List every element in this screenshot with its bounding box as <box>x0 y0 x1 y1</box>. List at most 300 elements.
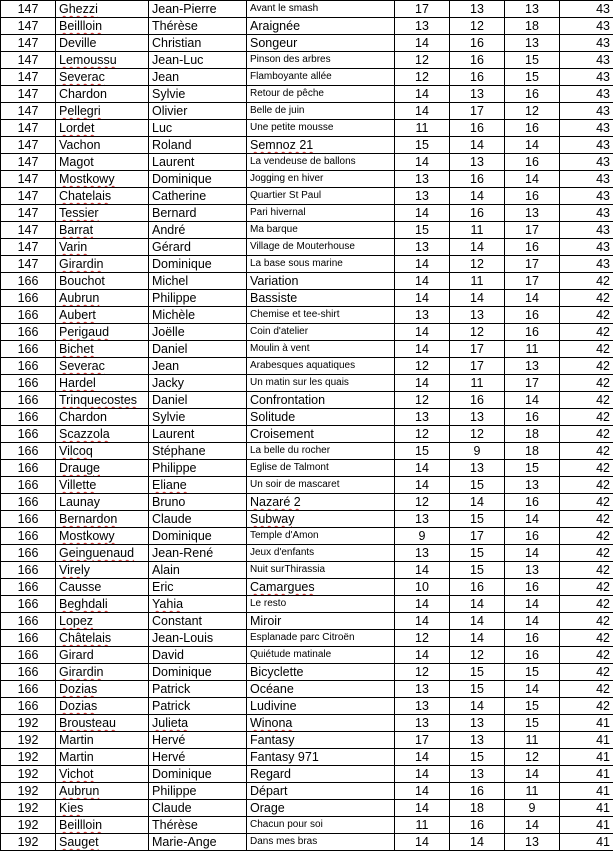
table-row <box>1 35 613 52</box>
first-name-cell: Claude <box>149 511 247 528</box>
first-name-cell: Eric <box>149 579 247 596</box>
score-1-cell: 14 <box>395 256 450 273</box>
total-cell: 42 <box>560 562 613 579</box>
photo-title-cell: Variation <box>247 273 395 290</box>
photo-title-cell: Coin d'atelier <box>247 324 395 341</box>
score-1-cell: 13 <box>395 545 450 562</box>
table-row <box>1 545 613 562</box>
first-name-cell: Jean-René <box>149 545 247 562</box>
last-name-cell: Mostkowy <box>56 171 149 188</box>
rank-cell: 166 <box>1 358 56 375</box>
first-name-cell: Catherine <box>149 188 247 205</box>
score-2-cell: 12 <box>450 18 505 35</box>
total-cell: 42 <box>560 494 613 511</box>
first-name-cell: Sylvie <box>149 409 247 426</box>
rank-cell: 166 <box>1 307 56 324</box>
score-1-cell: 14 <box>395 35 450 52</box>
last-name-cell: Magot <box>56 154 149 171</box>
score-2-cell: 11 <box>450 375 505 392</box>
score-1-cell: 15 <box>395 222 450 239</box>
score-3-cell: 13 <box>505 477 560 494</box>
rank-cell: 147 <box>1 154 56 171</box>
score-3-cell: 15 <box>505 52 560 69</box>
first-name-cell: Dominique <box>149 766 247 783</box>
total-cell: 42 <box>560 698 613 715</box>
score-1-cell: 14 <box>395 341 450 358</box>
score-1-cell: 14 <box>395 273 450 290</box>
score-1-cell: 14 <box>395 562 450 579</box>
score-2-cell: 13 <box>450 1 505 18</box>
first-name-cell: Thérèse <box>149 817 247 834</box>
photo-title-cell: La vendeuse de ballons <box>247 154 395 171</box>
score-1-cell: 13 <box>395 698 450 715</box>
score-1-cell: 12 <box>395 69 450 86</box>
first-name-cell: Dominique <box>149 256 247 273</box>
photo-title-cell: Chacun pour soi <box>247 817 395 834</box>
total-cell: 42 <box>560 358 613 375</box>
score-2-cell: 15 <box>450 562 505 579</box>
score-1-cell: 14 <box>395 460 450 477</box>
photo-title-cell: La base sous marine <box>247 256 395 273</box>
score-1-cell: 12 <box>395 630 450 647</box>
score-2-cell: 14 <box>450 239 505 256</box>
first-name-cell: Sylvie <box>149 86 247 103</box>
score-2-cell: 14 <box>450 613 505 630</box>
total-cell: 42 <box>560 647 613 664</box>
first-name-cell: Constant <box>149 613 247 630</box>
last-name-cell: Sauget <box>56 834 149 851</box>
rank-cell: 147 <box>1 103 56 120</box>
total-cell: 42 <box>560 477 613 494</box>
table-row <box>1 579 613 596</box>
last-name-cell: Chatelais <box>56 188 149 205</box>
score-1-cell: 14 <box>395 800 450 817</box>
last-name-cell: Drauge <box>56 460 149 477</box>
total-cell: 42 <box>560 426 613 443</box>
score-3-cell: 16 <box>505 239 560 256</box>
photo-title-cell: Confrontation <box>247 392 395 409</box>
total-cell: 43 <box>560 52 613 69</box>
total-cell: 42 <box>560 664 613 681</box>
photo-title-cell: Belle de juin <box>247 103 395 120</box>
total-cell: 42 <box>560 460 613 477</box>
total-cell: 42 <box>560 392 613 409</box>
photo-title-cell: Quartier St Paul <box>247 188 395 205</box>
table-row <box>1 698 613 715</box>
score-3-cell: 13 <box>505 562 560 579</box>
photo-title-cell: Océane <box>247 681 395 698</box>
last-name-cell: Beillloin <box>56 18 149 35</box>
first-name-cell: Jean <box>149 69 247 86</box>
first-name-cell: Bernard <box>149 205 247 222</box>
rank-cell: 166 <box>1 698 56 715</box>
photo-title-cell: Bassiste <box>247 290 395 307</box>
first-name-cell: Joëlle <box>149 324 247 341</box>
score-1-cell: 14 <box>395 613 450 630</box>
table-row <box>1 528 613 545</box>
table-row <box>1 290 613 307</box>
total-cell: 43 <box>560 222 613 239</box>
rank-cell: 166 <box>1 409 56 426</box>
score-1-cell: 13 <box>395 171 450 188</box>
score-2-cell: 14 <box>450 188 505 205</box>
photo-title-cell: Nazaré 2 <box>247 494 395 511</box>
score-1-cell: 13 <box>395 188 450 205</box>
total-cell: 43 <box>560 256 613 273</box>
first-name-cell: Dominique <box>149 171 247 188</box>
first-name-cell: Alain <box>149 562 247 579</box>
rank-cell: 166 <box>1 443 56 460</box>
last-name-cell: Martin <box>56 732 149 749</box>
last-name-cell: Vachon <box>56 137 149 154</box>
table-row <box>1 69 613 86</box>
rank-cell: 166 <box>1 392 56 409</box>
score-1-cell: 12 <box>395 426 450 443</box>
first-name-cell: Philippe <box>149 460 247 477</box>
score-3-cell: 16 <box>505 647 560 664</box>
score-3-cell: 14 <box>505 613 560 630</box>
score-3-cell: 16 <box>505 120 560 137</box>
total-cell: 43 <box>560 69 613 86</box>
table-row <box>1 647 613 664</box>
score-1-cell: 9 <box>395 528 450 545</box>
table-row <box>1 120 613 137</box>
score-2-cell: 14 <box>450 137 505 154</box>
score-3-cell: 17 <box>505 222 560 239</box>
rank-cell: 166 <box>1 273 56 290</box>
score-1-cell: 17 <box>395 1 450 18</box>
total-cell: 42 <box>560 545 613 562</box>
score-1-cell: 12 <box>395 494 450 511</box>
last-name-cell: Varin <box>56 239 149 256</box>
rank-cell: 147 <box>1 35 56 52</box>
rank-cell: 166 <box>1 528 56 545</box>
photo-title-cell: Regard <box>247 766 395 783</box>
score-1-cell: 14 <box>395 375 450 392</box>
first-name-cell: Dominique <box>149 664 247 681</box>
total-cell: 41 <box>560 783 613 800</box>
rank-cell: 166 <box>1 290 56 307</box>
total-cell: 42 <box>560 511 613 528</box>
score-1-cell: 14 <box>395 596 450 613</box>
rank-cell: 166 <box>1 511 56 528</box>
photo-title-cell: Ma barque <box>247 222 395 239</box>
score-2-cell: 16 <box>450 171 505 188</box>
score-2-cell: 13 <box>450 715 505 732</box>
total-cell: 42 <box>560 443 613 460</box>
photo-title-cell: Moulin à vent <box>247 341 395 358</box>
score-2-cell: 14 <box>450 630 505 647</box>
rank-cell: 166 <box>1 613 56 630</box>
score-3-cell: 11 <box>505 783 560 800</box>
table-row <box>1 409 613 426</box>
photo-title-cell: Jogging en hiver <box>247 171 395 188</box>
table-row <box>1 273 613 290</box>
score-3-cell: 16 <box>505 324 560 341</box>
score-3-cell: 14 <box>505 392 560 409</box>
score-1-cell: 17 <box>395 732 450 749</box>
last-name-cell: Villette <box>56 477 149 494</box>
table-row <box>1 783 613 800</box>
score-2-cell: 12 <box>450 324 505 341</box>
score-1-cell: 13 <box>395 307 450 324</box>
rank-cell: 166 <box>1 545 56 562</box>
score-3-cell: 15 <box>505 715 560 732</box>
last-name-cell: Chardon <box>56 409 149 426</box>
score-3-cell: 16 <box>505 630 560 647</box>
table-row <box>1 358 613 375</box>
last-name-cell: Brousteau <box>56 715 149 732</box>
rank-cell: 147 <box>1 205 56 222</box>
photo-title-cell: Subway <box>247 511 395 528</box>
score-2-cell: 17 <box>450 103 505 120</box>
first-name-cell: Stéphane <box>149 443 247 460</box>
score-2-cell: 14 <box>450 494 505 511</box>
score-2-cell: 13 <box>450 307 505 324</box>
first-name-cell: Patrick <box>149 681 247 698</box>
score-2-cell: 15 <box>450 511 505 528</box>
first-name-cell: Gérard <box>149 239 247 256</box>
score-3-cell: 18 <box>505 426 560 443</box>
rank-cell: 147 <box>1 18 56 35</box>
total-cell: 42 <box>560 613 613 630</box>
photo-title-cell: Nuit surThirassia <box>247 562 395 579</box>
table-row <box>1 188 613 205</box>
last-name-cell: Lemoussu <box>56 52 149 69</box>
photo-title-cell: Orage <box>247 800 395 817</box>
score-3-cell: 16 <box>505 86 560 103</box>
score-3-cell: 17 <box>505 256 560 273</box>
last-name-cell: Bichet <box>56 341 149 358</box>
last-name-cell: Girardin <box>56 664 149 681</box>
total-cell: 43 <box>560 18 613 35</box>
photo-title-cell: Départ <box>247 783 395 800</box>
score-3-cell: 15 <box>505 698 560 715</box>
table-row <box>1 86 613 103</box>
score-2-cell: 12 <box>450 426 505 443</box>
table-row <box>1 137 613 154</box>
score-2-cell: 14 <box>450 698 505 715</box>
total-cell: 43 <box>560 205 613 222</box>
first-name-cell: Philippe <box>149 290 247 307</box>
total-cell: 41 <box>560 715 613 732</box>
score-2-cell: 13 <box>450 409 505 426</box>
table-row <box>1 749 613 766</box>
first-name-cell: Laurent <box>149 426 247 443</box>
rank-cell: 192 <box>1 715 56 732</box>
score-3-cell: 17 <box>505 273 560 290</box>
score-3-cell: 16 <box>505 307 560 324</box>
last-name-cell: Chardon <box>56 86 149 103</box>
photo-title-cell: Eglise de Talmont <box>247 460 395 477</box>
last-name-cell: Aubert <box>56 307 149 324</box>
photo-title-cell: Bicyclette <box>247 664 395 681</box>
table-row <box>1 613 613 630</box>
score-2-cell: 12 <box>450 647 505 664</box>
last-name-cell: Girardin <box>56 256 149 273</box>
last-name-cell: Launay <box>56 494 149 511</box>
last-name-cell: Kies <box>56 800 149 817</box>
first-name-cell: Jean <box>149 358 247 375</box>
photo-title-cell: Arabesques aquatiques <box>247 358 395 375</box>
table-row <box>1 511 613 528</box>
score-2-cell: 15 <box>450 545 505 562</box>
photo-title-cell: Esplanade parc Citroën <box>247 630 395 647</box>
total-cell: 43 <box>560 154 613 171</box>
score-1-cell: 11 <box>395 120 450 137</box>
score-3-cell: 16 <box>505 188 560 205</box>
score-2-cell: 15 <box>450 477 505 494</box>
last-name-cell: Pellegri <box>56 103 149 120</box>
rank-cell: 147 <box>1 69 56 86</box>
last-name-cell: Lopez <box>56 613 149 630</box>
last-name-cell: Scazzola <box>56 426 149 443</box>
score-3-cell: 12 <box>505 749 560 766</box>
score-1-cell: 14 <box>395 86 450 103</box>
score-3-cell: 18 <box>505 18 560 35</box>
score-1-cell: 14 <box>395 103 450 120</box>
photo-title-cell: Temple d'Amon <box>247 528 395 545</box>
photo-title-cell: Croisement <box>247 426 395 443</box>
first-name-cell: Olivier <box>149 103 247 120</box>
score-2-cell: 16 <box>450 120 505 137</box>
table-row <box>1 392 613 409</box>
first-name-cell: Patrick <box>149 698 247 715</box>
photo-title-cell: Flamboyante allée <box>247 69 395 86</box>
score-1-cell: 10 <box>395 579 450 596</box>
photo-title-cell: Araignée <box>247 18 395 35</box>
photo-title-cell: Winona <box>247 715 395 732</box>
total-cell: 43 <box>560 188 613 205</box>
score-2-cell: 13 <box>450 766 505 783</box>
score-2-cell: 16 <box>450 783 505 800</box>
total-cell: 41 <box>560 800 613 817</box>
photo-title-cell: Solitude <box>247 409 395 426</box>
rank-cell: 147 <box>1 222 56 239</box>
rank-cell: 192 <box>1 817 56 834</box>
photo-title-cell: Pari hivernal <box>247 205 395 222</box>
score-1-cell: 14 <box>395 834 450 851</box>
total-cell: 42 <box>560 290 613 307</box>
score-2-cell: 15 <box>450 681 505 698</box>
last-name-cell: Trinquecostes <box>56 392 149 409</box>
first-name-cell: Michel <box>149 273 247 290</box>
score-1-cell: 14 <box>395 290 450 307</box>
first-name-cell: Jean-Luc <box>149 52 247 69</box>
table-row <box>1 154 613 171</box>
first-name-cell: Daniel <box>149 341 247 358</box>
last-name-cell: Barrat <box>56 222 149 239</box>
rank-cell: 166 <box>1 596 56 613</box>
total-cell: 41 <box>560 749 613 766</box>
score-1-cell: 14 <box>395 324 450 341</box>
score-2-cell: 14 <box>450 290 505 307</box>
last-name-cell: Martin <box>56 749 149 766</box>
total-cell: 43 <box>560 137 613 154</box>
rank-cell: 147 <box>1 256 56 273</box>
last-name-cell: Perigaud <box>56 324 149 341</box>
first-name-cell: Marie-Ange <box>149 834 247 851</box>
table-row <box>1 375 613 392</box>
score-2-cell: 13 <box>450 154 505 171</box>
score-1-cell: 12 <box>395 664 450 681</box>
score-3-cell: 12 <box>505 103 560 120</box>
total-cell: 42 <box>560 596 613 613</box>
table-row <box>1 443 613 460</box>
last-name-cell: Girard <box>56 647 149 664</box>
first-name-cell: Yahia <box>149 596 247 613</box>
rank-cell: 166 <box>1 562 56 579</box>
last-name-cell: Lordet <box>56 120 149 137</box>
score-2-cell: 12 <box>450 256 505 273</box>
score-3-cell: 13 <box>505 35 560 52</box>
first-name-cell: Hervé <box>149 732 247 749</box>
table-row <box>1 324 613 341</box>
last-name-cell: Aubrun <box>56 290 149 307</box>
last-name-cell: Causse <box>56 579 149 596</box>
last-name-cell: Severac <box>56 69 149 86</box>
score-3-cell: 13 <box>505 358 560 375</box>
rank-cell: 147 <box>1 120 56 137</box>
table-row <box>1 834 613 851</box>
last-name-cell: Bernardon <box>56 511 149 528</box>
first-name-cell: Roland <box>149 137 247 154</box>
score-1-cell: 13 <box>395 409 450 426</box>
score-3-cell: 16 <box>505 409 560 426</box>
score-3-cell: 13 <box>505 1 560 18</box>
photo-title-cell: Retour de pêche <box>247 86 395 103</box>
photo-title-cell: Un matin sur les quais <box>247 375 395 392</box>
first-name-cell: Daniel <box>149 392 247 409</box>
score-1-cell: 12 <box>395 358 450 375</box>
score-2-cell: 18 <box>450 800 505 817</box>
score-3-cell: 14 <box>505 817 560 834</box>
score-3-cell: 15 <box>505 460 560 477</box>
total-cell: 43 <box>560 1 613 18</box>
score-2-cell: 15 <box>450 749 505 766</box>
total-cell: 41 <box>560 732 613 749</box>
photo-title-cell: Fantasy 971 <box>247 749 395 766</box>
table-row <box>1 596 613 613</box>
photo-title-cell: Village de Mouterhouse <box>247 239 395 256</box>
table-row <box>1 664 613 681</box>
table-row <box>1 732 613 749</box>
score-2-cell: 11 <box>450 273 505 290</box>
rank-cell: 166 <box>1 375 56 392</box>
score-2-cell: 9 <box>450 443 505 460</box>
photo-title-cell: La belle du rocher <box>247 443 395 460</box>
first-name-cell: David <box>149 647 247 664</box>
rank-cell: 166 <box>1 647 56 664</box>
last-name-cell: Tessier <box>56 205 149 222</box>
photo-title-cell: Songeur <box>247 35 395 52</box>
score-3-cell: 16 <box>505 494 560 511</box>
total-cell: 43 <box>560 86 613 103</box>
table-row <box>1 426 613 443</box>
score-2-cell: 14 <box>450 596 505 613</box>
score-2-cell: 17 <box>450 528 505 545</box>
rank-cell: 147 <box>1 188 56 205</box>
total-cell: 41 <box>560 766 613 783</box>
total-cell: 42 <box>560 375 613 392</box>
score-3-cell: 14 <box>505 511 560 528</box>
total-cell: 42 <box>560 409 613 426</box>
score-3-cell: 14 <box>505 171 560 188</box>
score-1-cell: 13 <box>395 511 450 528</box>
score-1-cell: 15 <box>395 137 450 154</box>
table-row <box>1 103 613 120</box>
rank-cell: 166 <box>1 494 56 511</box>
